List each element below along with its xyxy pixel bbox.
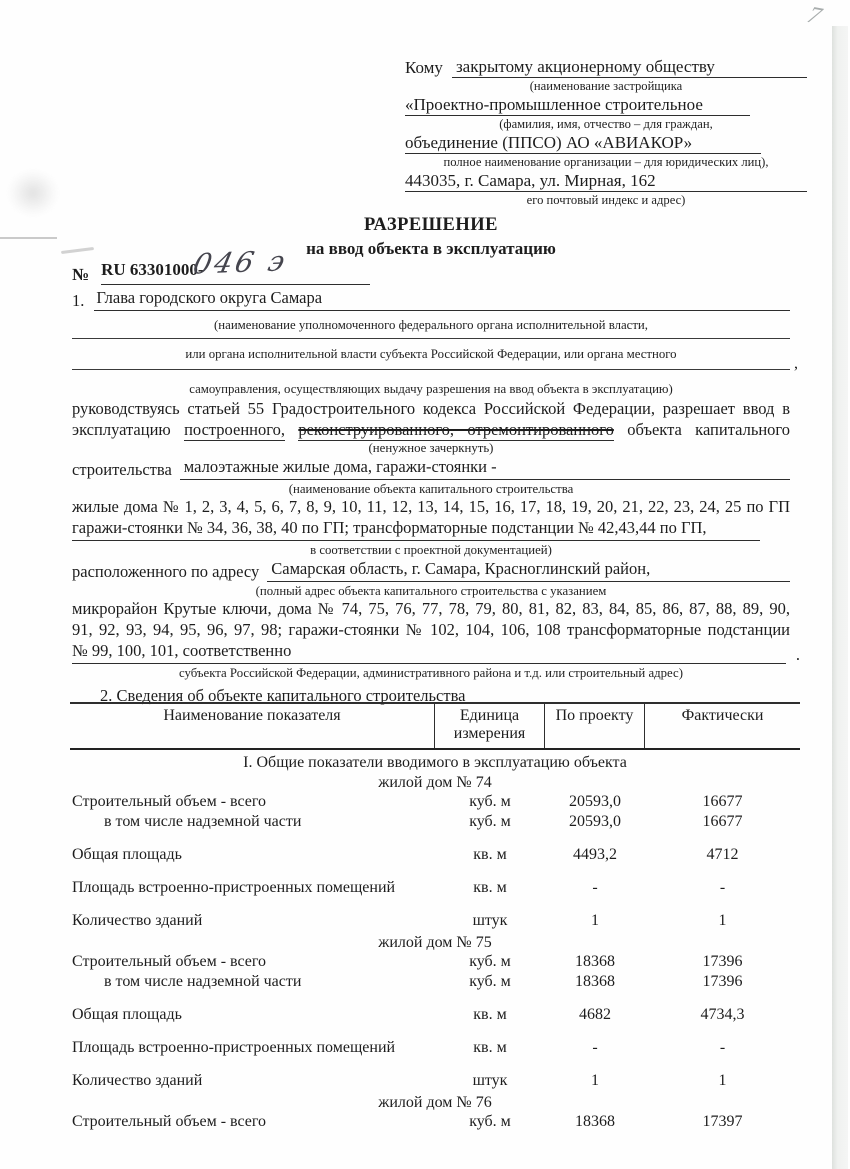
row-project-value: 4682 xyxy=(579,1006,611,1023)
developer-name-line-2: объединение (ППСО) АО «АВИАКОР» xyxy=(405,133,807,154)
construction-value: малоэтажные жилые дома, гаражи-стоянки - xyxy=(180,457,790,480)
row-project-value: 1 xyxy=(591,1072,599,1089)
permit-number-printed: RU 63301000- xyxy=(101,260,370,285)
table-row xyxy=(70,878,800,898)
row-project-value: 18368 xyxy=(575,953,615,970)
row-actual-value: 1 xyxy=(718,912,727,929)
issuing-authority-line xyxy=(72,286,790,311)
caption-developer-name: (наименование застройщика xyxy=(529,79,683,93)
caption-postal-address: его почтовый индекс и адрес) xyxy=(526,193,686,207)
row-unit: куб. м xyxy=(469,1113,511,1130)
caption-cross-out: (ненужное зачеркнуть) xyxy=(368,441,494,455)
address-value: Самарская область, г. Самара, Красноглинский район, xyxy=(267,559,790,582)
table-row xyxy=(70,792,800,812)
row-actual-value: - xyxy=(719,1039,726,1056)
column-header-actual: Фактически xyxy=(681,707,764,724)
handwritten-permit-number: 046 э xyxy=(190,244,291,281)
section-2-title: 2. Сведения об объекте капитального строительства xyxy=(100,686,466,705)
group-title-house-76: жилой дом № 76 xyxy=(378,1094,492,1111)
row-unit: куб. м xyxy=(469,813,511,830)
row-label: Количество зданий xyxy=(72,912,203,929)
row-actual-value: 16677 xyxy=(702,793,743,810)
row-project-value: - xyxy=(592,1039,598,1056)
words-object-capital: объекта капитального xyxy=(627,420,791,439)
group-title-house-74: жилой дом № 74 xyxy=(378,774,492,791)
houses-list-line: жилые дома № 1, 2, 3, 4, 5, 6, 7, 8, 9, 10, 11, 12, 13, 14, 15, 16, 17, 18, 19, 20, 21, 22, 23, 24, 25 по ГП xyxy=(72,497,790,516)
row-unit: кв. м xyxy=(473,879,507,896)
caption-authority-1: (наименование уполномоченного федерального органа исполнительной власти, xyxy=(214,318,648,332)
indicators-table xyxy=(70,702,800,1132)
word-built: построенного, xyxy=(184,420,285,439)
document-title: РАЗРЕШЕНИЕ xyxy=(363,215,498,235)
row-label: в том числе надземной части xyxy=(104,813,302,830)
row-unit: кв. м xyxy=(473,1006,507,1023)
row-label: Строительный объем - всего xyxy=(72,1113,267,1130)
row-unit: штук xyxy=(472,912,508,929)
row-label: Общая площадь xyxy=(72,846,182,863)
to-value: закрытому акционерному обществу xyxy=(452,57,807,78)
table-row xyxy=(70,1038,800,1058)
row-actual-value: 4712 xyxy=(706,846,739,863)
trailing-period: . xyxy=(795,645,800,664)
table-row xyxy=(70,845,800,865)
column-header-indicator: Наименование показателя xyxy=(70,704,435,748)
number-sign: № xyxy=(72,265,90,284)
row-actual-value: 1 xyxy=(718,1072,727,1089)
scan-edge-shadow xyxy=(832,26,848,1169)
blank-rule-1 xyxy=(72,332,790,339)
caption-authority-2: или органа исполнительной власти субъекта Российской Федерации, или органа местного xyxy=(185,347,677,361)
document-body xyxy=(72,286,800,706)
caption-region-address: субъекта Российской Федерации, административного района и т.д. или строительный адрес) xyxy=(179,666,683,680)
row-actual-value: 17396 xyxy=(702,973,743,990)
word-exploitation: эксплуатацию xyxy=(72,420,171,439)
table-section-title: I. Общие показатели вводимого в эксплуатацию объекта xyxy=(243,754,627,771)
row-label: Строительный объем - всего xyxy=(72,953,267,970)
table-row xyxy=(70,812,800,832)
address-detail-line-3 xyxy=(72,640,800,664)
row-unit: куб. м xyxy=(469,793,511,810)
issuing-authority-value: Глава городского округа Самара xyxy=(94,288,790,311)
table-row xyxy=(70,1071,800,1091)
addressee-to-line xyxy=(405,57,807,78)
struck-words: реконструированного, отремонтированного xyxy=(298,420,614,439)
garages-list-line: гаражи-стоянки № 34, 36, 38, 40 по ГП; трансформаторные подстанции № 42,43,44 по ГП, xyxy=(72,517,760,541)
table-row xyxy=(70,1112,800,1132)
caption-org-name: полное наименование организации – для юридических лиц), xyxy=(443,155,769,169)
construction-name-line xyxy=(72,457,790,480)
scan-smudge xyxy=(8,170,58,216)
table-row xyxy=(70,1005,800,1025)
row-actual-value: - xyxy=(719,879,726,896)
row-label: Площадь встроенно-пристроенных помещений xyxy=(72,879,396,896)
addressee-block xyxy=(405,57,807,209)
row-actual-value: 4734,3 xyxy=(700,1006,745,1023)
construction-label: строительства xyxy=(72,460,172,479)
table-row xyxy=(70,952,800,972)
row-label: Количество зданий xyxy=(72,1072,203,1089)
row-label: Общая площадь xyxy=(72,1006,182,1023)
developer-name-line-1: «Проектно-промышленное строительное xyxy=(405,95,807,116)
table-row xyxy=(70,911,800,931)
row-unit: кв. м xyxy=(473,846,507,863)
row-unit: кв. м xyxy=(473,1039,507,1056)
row-actual-value: 17397 xyxy=(702,1113,743,1130)
row-actual-value: 17396 xyxy=(702,953,743,970)
document-title-block xyxy=(72,215,790,259)
group-title-house-75: жилой дом № 75 xyxy=(378,934,492,951)
blank-rule-2 xyxy=(72,355,798,372)
caption-authority-3: самоуправления, осуществляющих выдачу разрешения на ввод объекта в эксплуатацию) xyxy=(189,382,673,396)
item1-number: 1. xyxy=(72,291,85,310)
handwritten-page-number: 7 xyxy=(803,2,825,30)
row-project-value: 1 xyxy=(591,912,599,929)
table-header-row xyxy=(70,702,800,750)
row-project-value: 20593,0 xyxy=(569,813,621,830)
trailing-comma: , xyxy=(794,355,798,372)
table-row xyxy=(70,972,800,992)
document-subtitle: на ввод объекта в эксплуатацию xyxy=(306,239,556,258)
scan-edge-mark xyxy=(0,237,57,239)
substations-numbers: № 99, 100, 101, соответственно xyxy=(72,641,292,660)
row-project-value: 18368 xyxy=(575,973,615,990)
row-label: в том числе надземной части xyxy=(104,973,302,990)
column-header-project: По проекту xyxy=(545,704,645,748)
row-actual-value: 16677 xyxy=(702,813,743,830)
row-label: Площадь встроенно-пристроенных помещений xyxy=(72,1039,396,1056)
column-header-unit: Единица измерения xyxy=(435,704,545,748)
row-project-value: 4493,2 xyxy=(573,846,617,863)
row-unit: куб. м xyxy=(469,953,511,970)
caption-person-name: (фамилия, имя, отчество – для граждан, xyxy=(499,117,713,131)
address-label: расположенного по адресу xyxy=(72,562,260,581)
row-project-value: 20593,0 xyxy=(569,793,621,810)
developer-address-line: 443035, г. Самара, ул. Мирная, 162 xyxy=(405,171,807,192)
legal-paragraph-line-2 xyxy=(72,419,790,440)
row-project-value: 18368 xyxy=(575,1113,615,1130)
caption-full-address: (полный адрес объекта капитального строительства с указанием xyxy=(255,584,607,598)
address-detail-line-2: 91, 92, 93, 94, 95, 96, 97, 98; гаражи-стоянки № 102, 104, 106, 108 трансформаторные подстанции xyxy=(72,620,790,639)
address-line xyxy=(72,559,790,582)
row-project-value: - xyxy=(592,879,598,896)
row-unit: куб. м xyxy=(469,973,511,990)
address-detail-line-1: микрорайон Крутые ключи, дома № 74, 75, 76, 77, 78, 79, 80, 81, 82, 83, 84, 85, 86, 87, 88, 89, 90, xyxy=(72,599,790,618)
caption-object-name: (наименование объекта капитального строительства xyxy=(288,482,574,496)
row-unit: штук xyxy=(472,1072,508,1089)
to-label: Кому xyxy=(405,58,443,77)
legal-paragraph-line-1: руководствуясь статьей 55 Градостроительного кодекса Российской Федерации, разрешает ввод в xyxy=(72,399,790,418)
row-label: Строительный объем - всего xyxy=(72,793,267,810)
caption-project-docs: в соответствии с проектной документацией) xyxy=(310,543,552,557)
